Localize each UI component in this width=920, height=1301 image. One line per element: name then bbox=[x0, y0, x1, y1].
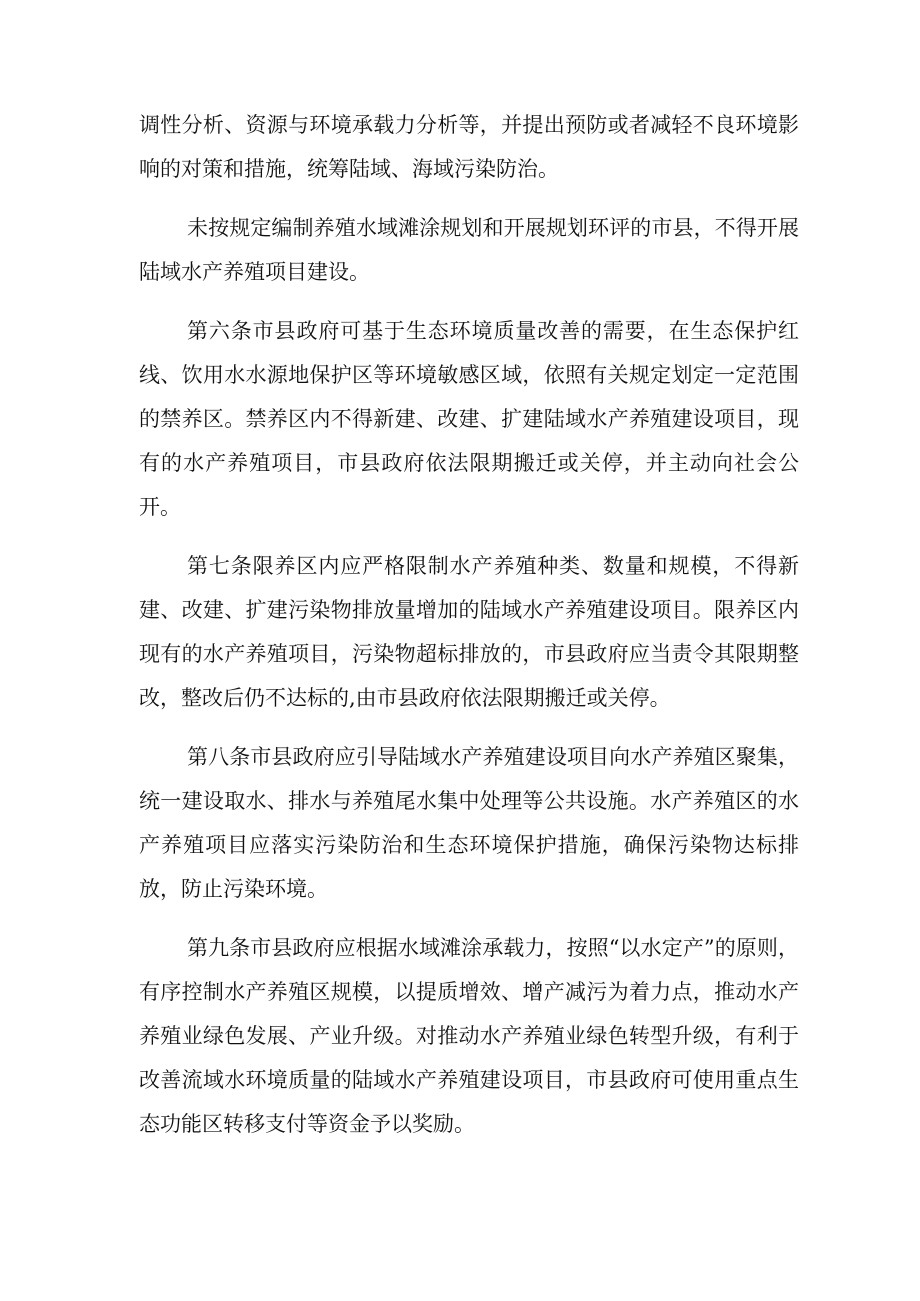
paragraph-article-7: 第七条限养区内应严格限制水产养殖种类、数量和规模，不得新建、改建、扩建污染物排放量增加的陆域水产养殖建设项目。限养区内现有的水产养殖项目，污染物超标排放的，市县政府应当责令其限期整改，整改后仍不达标的,由市县政府依法限期搬迁或关停。 bbox=[139, 554, 799, 710]
document-body bbox=[139, 103, 799, 1161]
paragraph-continuation: 调性分析、资源与环境承载力分析等，并提出预防或者减轻不良环境影响的对策和措施，统筹陆域、海域污染防治。 bbox=[139, 113, 799, 181]
paragraph-planning-requirement: 未按规定编制养殖水域滩涂规划和开展规划环评的市县，不得开展陆域水产养殖项目建设。 bbox=[139, 216, 799, 284]
paragraph-article-8: 第八条市县政府应引导陆域水产养殖建设项目向水产养殖区聚集，统一建设取水、排水与养殖尾水集中处理等公共设施。水产养殖区的水产养殖项目应落实污染防治和生态环境保护措施，确保污染物达标排放，防止污染环境。 bbox=[139, 745, 799, 901]
paragraph-article-9: 第九条市县政府应根据水域滩涂承载力，按照“以水定产”的原则，有序控制水产养殖区规模，以提质增效、增产减污为着力点，推动水产养殖业绿色发展、产业升级。对推动水产养殖业绿色转型升级，有利于改善流域水环境质量的陆域水产养殖建设项目，市县政府可使用重点生态功能区转移支付等资金予以奖励。 bbox=[139, 936, 799, 1136]
paragraph-article-6: 第六条市县政府可基于生态环境质量改善的需要，在生态保护红线、饮用水水源地保护区等环境敏感区域，依照有关规定划定一定范围的禁养区。禁养区内不得新建、改建、扩建陆域水产养殖建设项目，现有的水产养殖项目，市县政府依法限期搬迁或关停，并主动向社会公开。 bbox=[139, 319, 799, 519]
